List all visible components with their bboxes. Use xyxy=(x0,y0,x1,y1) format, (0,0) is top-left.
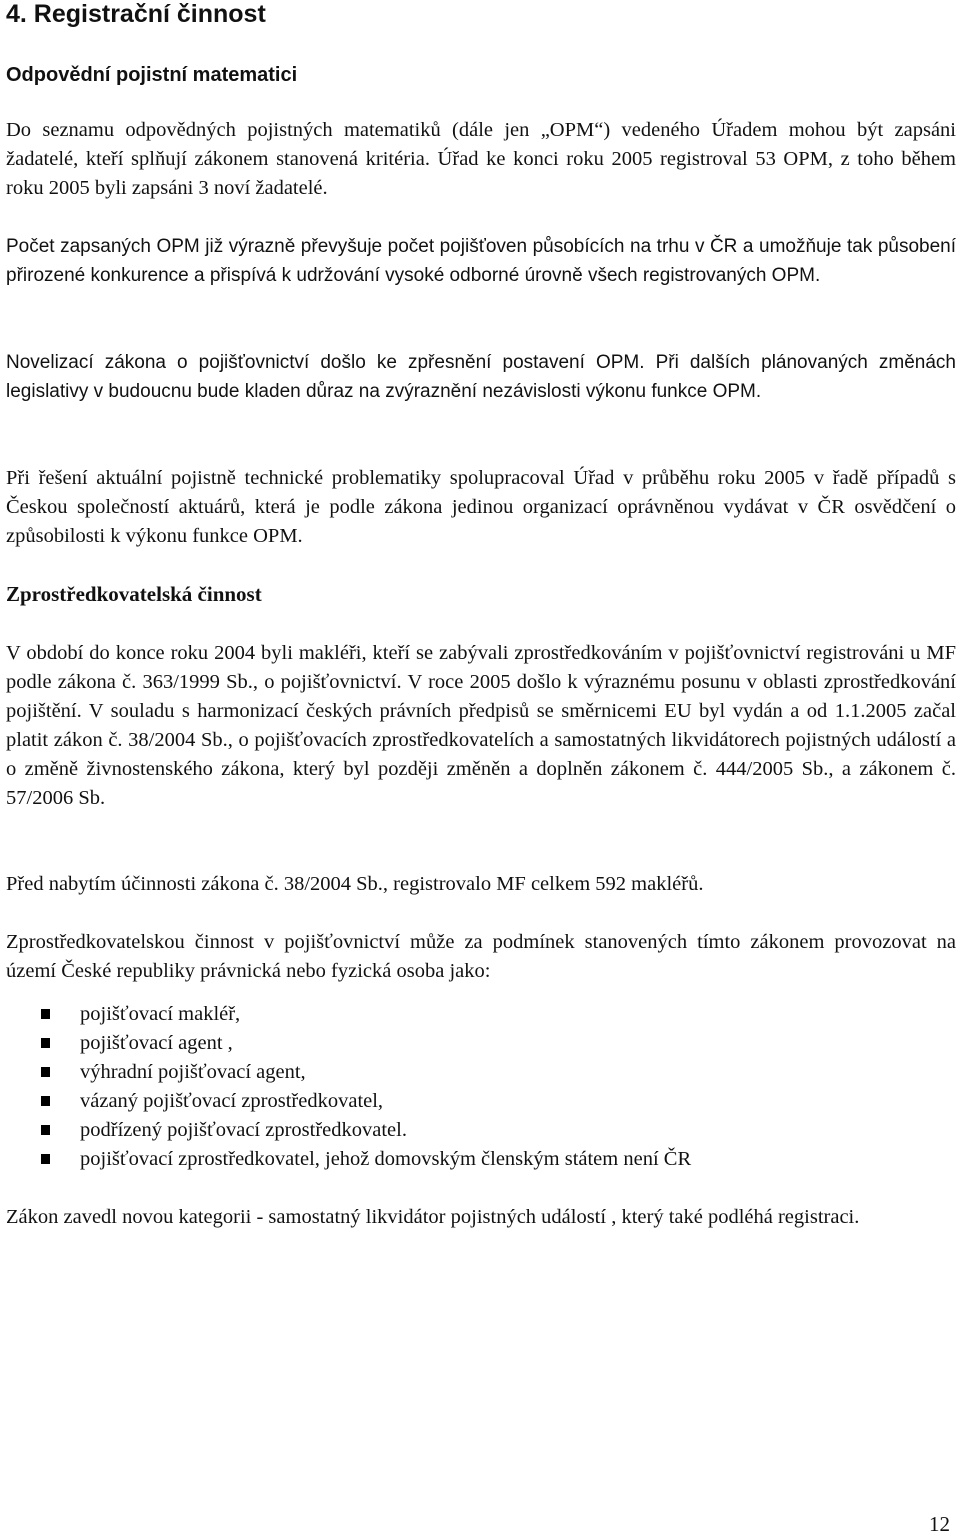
paragraph-intermediaries-4: Zákon zavedl novou kategorii - samostatný likvidátor pojistných událostí , který také podléhá registraci. xyxy=(6,1206,860,1228)
square-bullet-icon xyxy=(41,1009,50,1019)
paragraph-actuaries-1: Do seznamu odpovědných pojistných matematiků (dále jen „OPM“) vedeného Úřadem mohou být zapsáni žadatelé, kteří splňují zákonem stanovená kritéria. Úřad ke konci roku 2005 registroval 53 OPM, z toho během roku 2005 byli zapsáni 3 noví žadatelé. xyxy=(6,119,956,199)
list-item xyxy=(6,1145,691,1174)
list-item xyxy=(6,1000,691,1029)
section-title-actuaries: Odpovědní pojistní matematici xyxy=(6,64,298,86)
paragraph-actuaries-2: Počet zapsaných OPM již výrazně převyšuje počet pojišťoven působících na trhu v ČR a umožňuje tak působení přirozené konkurence a přispívá k udržování vysoké odborné úrovně všech registrovaných OPM. xyxy=(6,236,956,286)
list-item-text: podřízený pojišťovací zprostředkovatel. xyxy=(80,1119,407,1141)
list-item-text: pojišťovací makléř, xyxy=(80,1003,241,1025)
intermediary-types-list xyxy=(6,1000,691,1174)
paragraph-actuaries-3: Novelizací zákona o pojišťovnictví došlo ke zpřesnění postavení OPM. Při dalších plánovaných změnách legislativy v budoucnu bude kladen důraz na zvýraznění nezávislosti výkonu funkce OPM. xyxy=(6,352,956,402)
page-number: 12 xyxy=(929,1512,950,1536)
list-item xyxy=(6,1116,691,1145)
square-bullet-icon xyxy=(41,1125,50,1135)
square-bullet-icon xyxy=(41,1154,50,1164)
list-item xyxy=(6,1087,691,1116)
list-item-text: vázaný pojišťovací zprostředkovatel, xyxy=(80,1090,384,1112)
list-item-text: pojišťovací agent , xyxy=(80,1032,233,1054)
chapter-heading: 4. Registrační činnost xyxy=(6,0,266,28)
list-item-text: pojišťovací zprostředkovatel, jehož domovským členským státem není ČR xyxy=(80,1148,692,1170)
paragraph-actuaries-4: Při řešení aktuální pojistně technické problematiky spolupracoval Úřad v průběhu roku 2005 v řadě případů s Českou společností aktuárů, která je podle zákona jedinou organizací oprávněnou vydávat v ČR osvědčení o způsobilosti k výkonu funkce OPM. xyxy=(6,467,956,547)
list-item xyxy=(6,1029,691,1058)
paragraph-intermediaries-2: Před nabytím účinnosti zákona č. 38/2004 Sb., registrovalo MF celkem 592 makléřů. xyxy=(6,873,704,895)
list-item xyxy=(6,1058,691,1087)
paragraph-intermediaries-1: V období do konce roku 2004 byli makléři, kteří se zabývali zprostředkováním v pojišťovnictví registrováni u MF podle zákona č. 363/1999 Sb., o pojišťovnictví. V roce 2005 došlo k výraznému posunu v oblasti zprostředkování pojištění. V souladu s harmonizací českých právních předpisů se směrnicemi EU byl vydán a od 1.1.2005 začal platit zákon č. 38/2004 Sb., o pojišťovacích zprostředkovatelích a samostatných likvidátorech pojistných událostí a o změně živnostenského zákona, který byl později změněn a doplněn zákonem č. 444/2005 Sb., a zákonem č. 57/2006 Sb. xyxy=(6,642,956,809)
square-bullet-icon xyxy=(41,1038,50,1048)
square-bullet-icon xyxy=(41,1096,50,1106)
square-bullet-icon xyxy=(41,1067,50,1077)
paragraph-intermediaries-3: Zprostředkovatelskou činnost v pojišťovnictví může za podmínek stanovených tímto zákonem provozovat na území České republiky právnická nebo fyzická osoba jako: xyxy=(6,931,956,982)
section-title-intermediaries: Zprostředkovatelská činnost xyxy=(6,582,262,606)
list-item-text: výhradní pojišťovací agent, xyxy=(80,1061,306,1083)
